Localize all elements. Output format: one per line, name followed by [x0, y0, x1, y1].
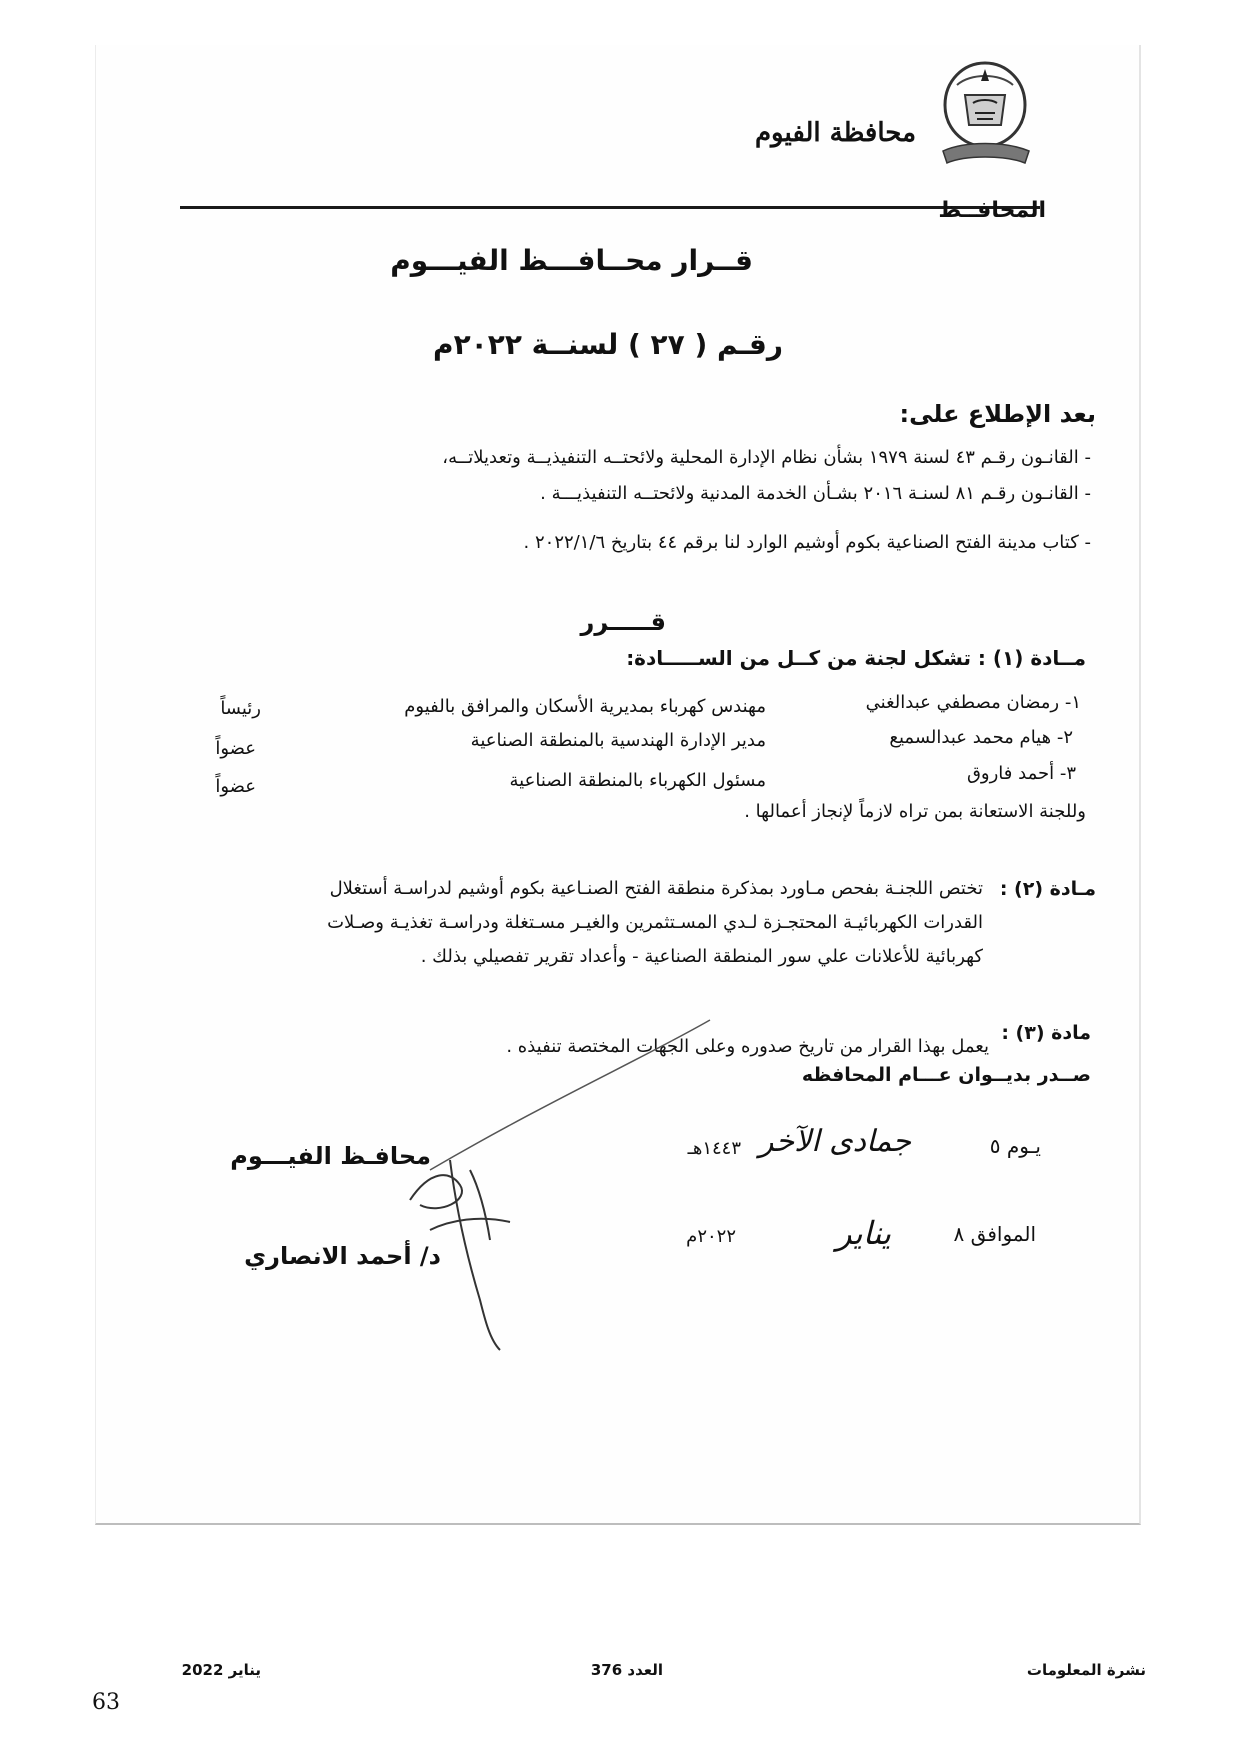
footer-date: يناير 2022: [181, 1661, 261, 1679]
hijri-year: ١٤٤٣هـ: [687, 1138, 741, 1159]
article-3-text: يعمل بهذا القرار من تاريخ صدوره وعلى الجهات المختصة تنفيذه .: [506, 1036, 989, 1057]
gregorian-day: الموافق ٨: [953, 1222, 1036, 1246]
gregorian-year: ٢٠٢٢م: [686, 1226, 736, 1247]
member-role: عضواً: [215, 776, 256, 797]
article-2-line: القدرات الكهربائيـة المحتجـزة لـدي المسـتثمرين والغيـر مسـتغلة ودراسـة تغذيـة وصـلات: [327, 912, 983, 933]
hijri-month-handwritten: جمادى الآخر: [759, 1124, 911, 1159]
header-rule: [180, 206, 1040, 209]
decides-heading: قـــــرر: [580, 608, 666, 636]
member-name: ٣- أحمد فاروق: [966, 763, 1076, 784]
committee-note: وللجنة الاستعانة بمن تراه لازماً لإنجاز أعمالها .: [744, 801, 1086, 822]
preamble-item: - القانـون رقـم ٤٣ لسنة ١٩٧٩ بشأن نظام الإدارة المحلية ولائحتــه التنفيذيــة وتعديلاتــه،: [442, 447, 1091, 468]
issued-at: صــدر بديــوان عـــام المحافظه: [801, 1064, 1091, 1086]
member-name: ٢- هيام محمد عبدالسميع: [889, 727, 1073, 748]
preamble-item: - كتاب مدينة الفتح الصناعية بكوم أوشيم الوارد لنا برقم ٤٤ بتاريخ ٢٠٢٢/١/٦ .: [523, 532, 1091, 553]
decision-number: رقـم ( ٢٧ ) لسنــة ٢٠٢٢م: [433, 328, 783, 361]
member-role: رئيساً: [220, 698, 261, 719]
hijri-day: يـوم ٥: [989, 1134, 1041, 1158]
article-2-title: مـادة (٢) :: [999, 878, 1096, 900]
article-1-title: مــادة (١) : تشكل لجنة من كــل من الســـــادة:: [626, 646, 1086, 670]
member-position: مسئول الكهرباء بالمنطقة الصناعية: [509, 770, 766, 791]
governorate-name: محافظة الفيوم: [754, 118, 916, 148]
office-label: المحافــظ: [938, 198, 1046, 223]
article-2-line: تختص اللجنـة بفحص مـاورد بمذكرة منطقة الفتح الصنـاعية بكوم أوشيم لدراسـة أستغلال: [329, 878, 983, 899]
member-position: مهندس كهرباء بمديرية الأسكان والمرافق بالفيوم: [404, 696, 766, 717]
member-name: ١- رمضان مصطفي عبدالغني: [865, 692, 1081, 713]
signatory-name: د/ أحمد الانصاري: [244, 1242, 441, 1270]
gregorian-month-handwritten: يناير: [836, 1214, 891, 1252]
footer-issue: العدد 376: [590, 1661, 663, 1679]
signatory-title: محافـظ الفيـــوم: [230, 1142, 431, 1170]
footer-publication: نشرة المعلومات: [1026, 1661, 1146, 1679]
member-position: مدير الإدارة الهندسية بالمنطقة الصناعية: [470, 730, 766, 751]
preamble-heading: بعد الإطلاع على:: [899, 400, 1096, 428]
governorate-seal-icon: [935, 55, 1035, 174]
member-role: عضواً: [215, 738, 256, 759]
article-3-title: مادة (٣) :: [1001, 1022, 1091, 1044]
preamble-item: - القانـون رقـم ٨١ لسنـة ٢٠١٦ بشـأن الخدمة المدنية ولائحتــه التنفيذيـــة .: [540, 483, 1091, 504]
signature-stroke-icon: [390, 1000, 720, 1364]
page-number: 63: [92, 1690, 120, 1715]
decision-title: قــرار محــافـــظ الفيـــوم: [390, 244, 753, 277]
article-2-line: كهربائية للأعلانات علي سور المنطقة الصناعية - وأعداد تقرير تفصيلي بذلك .: [420, 946, 983, 967]
